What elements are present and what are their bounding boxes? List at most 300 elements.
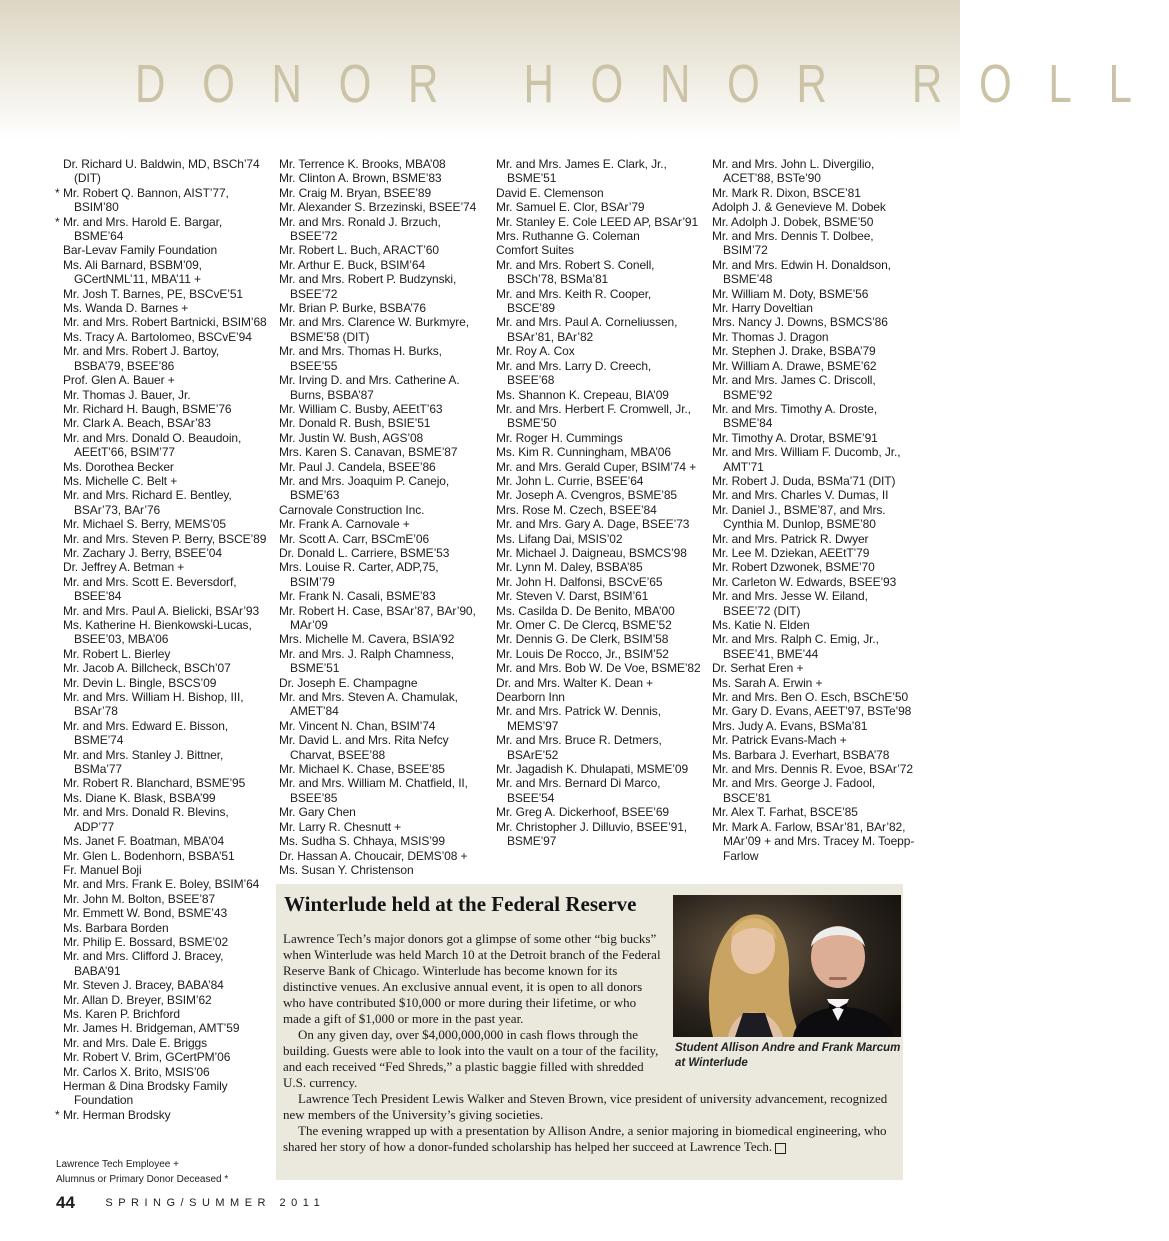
donor-name: Mrs. Rose M. Czech, BSEE’84 [496, 502, 657, 517]
donor-name: Mr. Allan D. Breyer, BSIM’62 [63, 992, 212, 1007]
donor-name: Mr. Alexander S. Brzezinski, BSEE’74 [279, 200, 477, 215]
donor-name: Mr. and Mrs. Ralph C. Emig, Jr., BSEE’41, BME’44 [712, 632, 879, 661]
donor-entry [63, 330, 268, 344]
donor-name: Mr. Carleton W. Edwards, BSEE’93 [712, 574, 897, 589]
donor-name: Ms. Michelle C. Belt + [63, 473, 178, 488]
donor-name: Ms. Casilda D. De Benito, MBA’00 [496, 603, 675, 618]
donor-entry [279, 776, 484, 805]
donor-entry [712, 402, 917, 431]
donor-entry [496, 604, 701, 618]
donor-entry [63, 1050, 268, 1064]
article-paragraph-4 [283, 1123, 895, 1155]
donor-entry [63, 460, 268, 474]
donor-name: Ms. Lifang Dai, MSIS’02 [496, 531, 623, 546]
donor-entry [63, 388, 268, 402]
donor-entry [279, 272, 484, 301]
donor-name: Mr. Louis De Rocco, Jr., BSIM’52 [496, 646, 669, 661]
donor-entry [63, 618, 268, 647]
donor-entry [712, 618, 917, 632]
donor-entry [63, 488, 268, 517]
donor-name: Mr. and Mrs. Herbert F. Cromwell, Jr., BSME’50 [496, 401, 691, 431]
donor-name: Mr. and Mrs. Timothy A. Droste, BSME’84 [712, 401, 877, 431]
donor-entry [712, 661, 917, 675]
donor-name: Mrs. Ruthanne G. Coleman [496, 229, 640, 244]
donor-entry [63, 243, 268, 257]
donor-name: Mr. Scott A. Carr, BSCmE’06 [279, 531, 430, 546]
donor-name: Ms. Diane K. Blask, BSBA’99 [63, 790, 216, 805]
deceased-marker: * [55, 185, 60, 200]
donor-entry [63, 647, 268, 661]
donor-entry [63, 935, 268, 949]
donor-entry [279, 834, 484, 848]
donor-name: Carnovale Construction Inc. [279, 502, 425, 517]
donor-entry [496, 532, 701, 546]
donor-name: Ms. Barbara J. Everhart, BSBA’78 [712, 747, 890, 762]
donor-name: Mrs. Michelle M. Cavera, BSIA’92 [279, 632, 455, 647]
donor-entry [279, 243, 484, 257]
donor-name: Mr. Philip E. Bossard, BSME’02 [63, 934, 229, 949]
donor-entry [496, 546, 701, 560]
donor-entry [279, 647, 484, 676]
donor-name: Mr. and Mrs. Jesse W. Eiland, BSEE’72 (DIT) [712, 589, 868, 618]
donor-entry [63, 1065, 268, 1079]
donor-name: Mr. Christopher J. Dilluvio, BSEE’91, BSME’97 [496, 819, 688, 849]
donor-name: Mr. Terrence K. Brooks, MBA’08 [279, 157, 446, 171]
donor-column-1 [55, 157, 268, 1122]
donor-name: Ms. Kim R. Cunningham, MBA’06 [496, 445, 671, 460]
donor-entry [496, 287, 701, 316]
donor-name: Dr. Hassan A. Choucair, DEMS’08 + [279, 848, 468, 863]
donor-entry [63, 877, 268, 891]
donor-entry [496, 315, 701, 344]
donor-name: Mr. and Mrs. Steven A. Chamulak, AMET’84 [279, 690, 458, 719]
donor-entry [63, 748, 268, 777]
donor-name: Mr. and Mrs. Edwin H. Donaldson, BSME’48 [712, 257, 891, 287]
donor-entry [279, 604, 484, 633]
donor-entry [279, 863, 484, 877]
donor-entry [63, 157, 268, 186]
donor-entry [63, 517, 268, 531]
donor-entry [712, 215, 917, 229]
donor-entry [63, 416, 268, 430]
donor-name: Dr. Richard U. Baldwin, MD, BSCh’74 (DIT) [63, 157, 260, 186]
donor-name: Mr. Glen L. Bodenhorn, BSBA’51 [63, 848, 235, 863]
donor-entry [63, 560, 268, 574]
donor-name: Mr. Arthur E. Buck, BSIM’64 [279, 257, 426, 272]
donor-name: Mr. and Mrs. Stanley J. Bittner, BSMa’77 [63, 747, 224, 777]
donor-column-3 [496, 157, 701, 849]
donor-entry [712, 503, 917, 532]
donor-entry [712, 748, 917, 762]
donor-entry [55, 185, 268, 215]
donor-entry [63, 661, 268, 675]
photo-caption: Student Allison Andre and Frank Marcum at Winterlude [675, 1042, 901, 1069]
donor-name: Mr. Gary D. Evans, AEET’97, BSTe’98 [712, 704, 912, 719]
donor-column-4 [712, 157, 917, 863]
donor-entry [63, 1079, 268, 1108]
donor-name: Ms. Wanda D. Barnes + [63, 301, 189, 316]
donor-name: Mr. Michael J. Daigneau, BSMCS’98 [496, 545, 687, 560]
feature-article [276, 884, 903, 1180]
donor-name: Ms. Janet F. Boatman, MBA’04 [63, 834, 225, 849]
donor-name: Ms. Dorothea Becker [63, 459, 174, 474]
donor-entry [279, 200, 484, 214]
donor-entry [496, 258, 701, 287]
donor-entry [712, 589, 917, 618]
donor-entry [279, 301, 484, 315]
donor-entry [279, 344, 484, 373]
donor-name: Mr. and Mrs. Ben O. Esch, BSChE’50 [712, 690, 909, 705]
donor-entry [496, 690, 701, 704]
donor-entry [496, 704, 701, 733]
donor-entry [279, 445, 484, 459]
donor-entry [496, 618, 701, 632]
donor-entry [712, 488, 917, 502]
donor-name: Mr. and Mrs. Larry D. Creech, BSEE’68 [496, 358, 652, 388]
donor-name: Mr. William A. Drawe, BSME’62 [712, 358, 877, 373]
donor-entry [712, 776, 917, 805]
donor-entry [712, 445, 917, 474]
donor-entry [279, 258, 484, 272]
page-footer [56, 1193, 325, 1213]
donor-entry [712, 719, 917, 733]
donor-name: Mr. Frank A. Carnovale + [279, 517, 410, 532]
donor-name: Mr. and Mrs. Joaquim P. Canejo, BSME’63 [279, 473, 450, 503]
donor-name: Dearborn Inn [496, 690, 565, 705]
donor-entry [712, 575, 917, 589]
donor-name: Mr. Thomas J. Bauer, Jr. [63, 387, 191, 402]
donor-entry [279, 532, 484, 546]
donor-entry [55, 1107, 268, 1122]
donor-entry [63, 532, 268, 546]
donor-name: Mr. and Mrs. Robert S. Conell, BSCh’78, BSMa’81 [496, 257, 655, 287]
donor-entry [712, 676, 917, 690]
donor-entry [712, 373, 917, 402]
donor-name: Mr. Irving D. and Mrs. Catherine A. Burns, BSBA’87 [279, 373, 460, 402]
donor-name: Mr. Samuel E. Clor, BSAr’79 [496, 200, 645, 215]
donor-name: Mr. and Mrs. James C. Driscoll, BSME’92 [712, 373, 876, 402]
donor-entry [279, 690, 484, 719]
donor-name: Mr. Brian P. Burke, BSBA’76 [279, 301, 426, 316]
donor-name: Mr. Jacob A. Billcheck, BSCh’07 [63, 661, 231, 676]
donor-name: Dr. Serhat Eren + [712, 661, 804, 676]
donor-name: Mr. Craig M. Bryan, BSEE’89 [279, 185, 432, 200]
donor-entry [496, 460, 701, 474]
donor-name: Mr. and Mrs. Frank E. Boley, BSIM’64 [63, 877, 260, 892]
donor-name: Mr. and Mrs. Bernard Di Marco, BSEE’54 [496, 776, 661, 805]
donor-name: Mr. Timothy A. Drotar, BSME’91 [712, 430, 878, 445]
donor-name: Mr. Harry Doveltian [712, 301, 813, 316]
donor-entry [496, 186, 701, 200]
donor-name: Mr. Mark A. Farlow, BSAr’81, BAr’82, MAr’09 + and Mrs. Tracey M. Toepp-Farlow [712, 819, 915, 863]
donor-name: Mr. and Mrs. Thomas H. Burks, BSEE’55 [279, 344, 442, 373]
donor-entry [63, 287, 268, 301]
donor-entry [712, 532, 917, 546]
donor-name: Mr. Robert J. Duda, BSMa’71 (DIT) [712, 473, 896, 488]
donor-name: Mr. Daniel J., BSME’87, and Mrs. Cynthia M. Dunlop, BSME’80 [712, 502, 886, 532]
donor-name: Mrs. Louise R. Carter, ADP,75, BSIM’79 [279, 560, 439, 589]
donor-name: Mrs. Nancy J. Downs, BSMCS’86 [712, 315, 888, 330]
donor-name: Mr. Joseph A. Cvengros, BSME’85 [496, 488, 677, 503]
donor-name: Mr. and Mrs. Donald O. Beaudoin, AEEtT’66, BSIM’77 [63, 430, 242, 460]
deceased-marker: * [55, 214, 60, 229]
article-title: Winterlude held at the Federal Reserve [284, 892, 637, 916]
donor-entry [496, 445, 701, 459]
end-mark-icon [775, 1143, 786, 1154]
donor-entry [63, 805, 268, 834]
donor-entry [712, 733, 917, 747]
donor-name: Mr. John H. Dalfonsi, BSCvE’65 [496, 574, 663, 589]
donor-name: Mr. and Mrs. Harold E. Bargar, BSME’64 [63, 214, 223, 244]
donor-entry [279, 676, 484, 690]
donor-name: Mr. Emmett W. Bond, BSME’43 [63, 906, 228, 921]
donor-entry [63, 776, 268, 790]
donor-name: Mr. Alex T. Farhat, BSCE’85 [712, 805, 858, 820]
donor-entry [279, 589, 484, 603]
donor-entry [63, 978, 268, 992]
donor-entry [63, 949, 268, 978]
donor-name: Mr. Jagadish K. Dhulapati, MSME’09 [496, 762, 689, 777]
donor-name: Mr. and Mrs. James E. Clark, Jr., BSME’51 [496, 157, 667, 186]
donor-entry [712, 344, 917, 358]
donor-name: Mr. Roy A. Cox [496, 344, 575, 359]
donor-name: Mr. Devin L. Bingle, BSCS’09 [63, 675, 217, 690]
donor-name: Mr. Herman Brodsky [63, 1107, 171, 1122]
donor-name: Ms. Barbara Borden [63, 920, 169, 935]
article-paragraph-3: Lawrence Tech President Lewis Walker and Steven Brown, vice president of university advancement, recognized new members of the University’s giving societies. [283, 1091, 888, 1122]
page-number: 44 [56, 1193, 75, 1212]
donor-entry [63, 834, 268, 848]
donor-column-2 [279, 157, 484, 877]
donor-entry [712, 157, 917, 186]
donor-entry [496, 200, 701, 214]
donor-entry [496, 661, 701, 675]
donor-name: Mr. Clark A. Beach, BSAr’83 [63, 416, 211, 431]
donor-name: Mr. and Mrs. Clarence W. Burkmyre, BSME’58 (DIT) [279, 315, 469, 344]
donor-entry [712, 287, 917, 301]
donor-name: Mr. Clinton A. Brown, BSME’83 [279, 171, 442, 186]
donor-name: Mr. Robert Dzwonek, BSME’70 [712, 560, 875, 575]
donor-entry [63, 1007, 268, 1021]
donor-entry [63, 993, 268, 1007]
donor-entry [496, 676, 701, 690]
donor-entry [712, 315, 917, 329]
donor-name: Mr. Robert L. Buch, ARACT’60 [279, 243, 439, 258]
donor-name: Mr. Richard H. Baugh, BSME’76 [63, 401, 232, 416]
donor-entry [63, 301, 268, 315]
donor-entry [279, 215, 484, 244]
donor-name: Mr. and Mrs. William M. Chatfield, II, BSEE’85 [279, 776, 468, 805]
donor-name: Mr. Robert R. Blanchard, BSME’95 [63, 776, 246, 791]
donor-name: Mr. and Mrs. Donald R. Blevins, ADP’77 [63, 805, 229, 834]
donor-entry [496, 431, 701, 445]
donor-entry [63, 690, 268, 719]
donor-name: Mr. Vincent N. Chan, BSIM’74 [279, 718, 436, 733]
donor-entry [279, 416, 484, 430]
donor-name: Mr. Steven J. Bracey, BABA’84 [63, 978, 224, 993]
donor-name: Mr. and Mrs. Paul A. Corneliussen, BSAr’81, BAr’82 [496, 315, 678, 344]
donor-entry [496, 359, 701, 388]
donor-entry [496, 503, 701, 517]
donor-entry [712, 229, 917, 258]
donor-name: Dr. Jeffrey A. Betman + [63, 560, 185, 575]
donor-entry [496, 402, 701, 431]
donor-entry [279, 762, 484, 776]
donor-name: Mr. John L. Currie, BSEE’64 [496, 473, 644, 488]
donor-entry [279, 733, 484, 762]
donor-name: Mr. Patrick Evans-Mach + [712, 733, 847, 748]
donor-entry [496, 805, 701, 819]
donor-name: Mr. Michael S. Berry, MEMS’05 [63, 517, 226, 532]
donor-entry [279, 157, 484, 171]
donor-entry [63, 402, 268, 416]
donor-entry [63, 344, 268, 373]
donor-entry [55, 214, 268, 244]
donor-name: Mr. Josh T. Barnes, PE, BSCvE’51 [63, 286, 243, 301]
donor-name: Mr. Dennis G. De Clerk, BSIM’58 [496, 632, 669, 647]
page-banner-title: DONOR HONOR ROLL [135, 54, 1169, 114]
donor-name: Ms. Tracy A. Bartolomeo, BSCvE’94 [63, 329, 252, 344]
donor-name: Mr. and Mrs. Richard E. Bentley, BSAr’73, BAr’76 [63, 488, 232, 517]
donor-name: Mr. and Mrs. George J. Fadool, BSCE’81 [712, 776, 876, 805]
donor-name: Mr. and Mrs. Clifford J. Bracey, BABA’91 [63, 949, 224, 978]
donor-entry [279, 186, 484, 200]
donor-entry [496, 820, 701, 849]
donor-entry [279, 460, 484, 474]
donor-entry [712, 704, 917, 718]
donor-entry [712, 762, 917, 776]
photo-illustration [673, 895, 901, 1037]
event-photo [673, 895, 901, 1037]
donor-name: Mr. Gary Chen [279, 805, 356, 820]
donor-entry [279, 632, 484, 646]
legend [56, 1158, 228, 1187]
donor-entry [496, 229, 701, 243]
donor-entry [496, 733, 701, 762]
donor-name: Dr. and Mrs. Walter K. Dean + [496, 675, 654, 690]
donor-name: Mr. Roger H. Cummings [496, 430, 623, 445]
donor-name: Mr. Lynn M. Daley, BSBA’85 [496, 560, 643, 575]
donor-entry [63, 791, 268, 805]
donor-entry [279, 719, 484, 733]
donor-entry [496, 762, 701, 776]
donor-entry [63, 1021, 268, 1035]
donor-name: Mr. James H. Bridgeman, AMT’59 [63, 1021, 240, 1036]
donor-name: Dr. Joseph E. Champagne [279, 675, 418, 690]
donor-name: Prof. Glen A. Bauer + [63, 373, 175, 388]
donor-name: Mr. Stanley E. Cole LEED AP, BSAr’91 [496, 214, 699, 229]
donor-name: Ms. Karen P. Brichford [63, 1006, 180, 1021]
donor-entry [279, 171, 484, 185]
donor-entry [279, 517, 484, 531]
donor-entry [279, 431, 484, 445]
donor-name: Ms. Katie N. Elden [712, 618, 810, 632]
donor-entry [279, 546, 484, 560]
donor-name: Mr. Zachary J. Berry, BSEE’04 [63, 545, 222, 560]
donor-name: Mr. David L. and Mrs. Rita Nefcy Charvat, BSEE’88 [279, 733, 449, 762]
donor-name: Mr. Robert V. Brim, GCertPM’06 [63, 1050, 231, 1065]
donor-entry [63, 719, 268, 748]
donor-name: Mr. and Mrs. Scott E. Beversdorf, BSEE’84 [63, 574, 237, 604]
donor-entry [496, 589, 701, 603]
article-figure [673, 895, 901, 1075]
donor-entry [496, 560, 701, 574]
donor-entry [712, 186, 917, 200]
donor-entry [63, 575, 268, 604]
donor-entry [63, 676, 268, 690]
donor-name: Comfort Suites [496, 243, 574, 258]
donor-name: Mr. and Mrs. William F. Ducomb, Jr., AMT’71 [712, 445, 901, 474]
donor-name: Mr. Carlos X. Brito, MSIS’06 [63, 1064, 210, 1079]
donor-name: Fr. Manuel Boji [63, 862, 142, 877]
donor-name: Mr. Robert Q. Bannon, AIST’77, BSIM’80 [63, 185, 229, 215]
donor-entry [496, 517, 701, 531]
donor-entry [496, 388, 701, 402]
donor-name: Mr. Omer C. De Clercq, BSME’52 [496, 618, 672, 632]
donor-entry [712, 820, 917, 863]
donor-name: Mr. and Mrs. Keith R. Cooper, BSCE’89 [496, 286, 652, 316]
donor-name: Mr. and Mrs. Steven P. Berry, BSCE’89 [63, 531, 267, 546]
donor-name: Mr. and Mrs. Charles V. Dumas, II [712, 488, 889, 503]
donor-name: Mr. Robert L. Bierley [63, 646, 171, 661]
donor-name: Ms. Shannon K. Crepeau, BIA’09 [496, 387, 669, 402]
donor-name: Mr. Justin W. Bush, AGS’08 [279, 430, 424, 445]
donor-entry [279, 373, 484, 402]
article-paragraph-1: Lawrence Tech’s major donors got a glimpse of some other “big bucks” when Winterlude was held March 10 at the Detroit branch of the Federal Reserve Bank of Chicago. Winterlude has become known for its distinctive venues. An exclusive annual event, it is open to all donors who have contributed $10,000 or more during their lifetime, or who made a gift of $1,000 or more in the past year. [283, 931, 661, 1026]
donor-entry [712, 632, 917, 661]
donor-name: Mrs. Karen S. Canavan, BSME’87 [279, 445, 458, 460]
donor-entry [63, 431, 268, 460]
donor-entry [712, 690, 917, 704]
donor-name: Mr. and Mrs. William H. Bishop, III, BSAr’78 [63, 690, 244, 719]
donor-name: Mr. and Mrs. Ronald J. Brzuch, BSEE’72 [279, 214, 441, 244]
donor-name: Bar-Levav Family Foundation [63, 243, 218, 258]
donor-entry [496, 488, 701, 502]
donor-entry [279, 560, 484, 589]
donor-entry [712, 258, 917, 287]
donor-name: Mr. and Mrs. Dale E. Briggs [63, 1035, 208, 1050]
donor-name: Adolph J. & Genevieve M. Dobek [712, 200, 886, 215]
donor-entry [712, 474, 917, 488]
donor-name: Mr. and Mrs. Gary A. Dage, BSEE’73 [496, 517, 690, 532]
donor-entry [712, 200, 917, 214]
donor-name: Mr. and Mrs. Gerald Cuper, BSIM’74 + [496, 459, 697, 474]
donor-entry [279, 315, 484, 344]
donor-entry [63, 863, 268, 877]
donor-entry [496, 215, 701, 229]
donor-name: Mr. and Mrs. Patrick W. Dennis, MEMS’97 [496, 704, 661, 733]
donor-entry [279, 474, 484, 503]
donor-entry [63, 604, 268, 618]
donor-name: Mr. Thomas J. Dragon [712, 329, 829, 344]
deceased-marker: * [55, 1107, 60, 1122]
donor-entry [712, 805, 917, 819]
donor-name: Mr. and Mrs. Robert P. Budzynski, BSEE’72 [279, 272, 457, 301]
donor-entry [712, 560, 917, 574]
donor-entry [712, 546, 917, 560]
donor-name: Ms. Sarah A. Erwin + [712, 675, 823, 690]
donor-entry [279, 805, 484, 819]
donor-name: Mr. Robert H. Case, BSAr’87, BAr’90, MAr’09 [279, 603, 476, 632]
donor-name: Mr. Larry R. Chesnutt + [279, 819, 402, 834]
donor-name: Mr. Stephen J. Drake, BSBA’79 [712, 344, 876, 359]
donor-entry [496, 157, 701, 186]
legend-employee: Lawrence Tech Employee + [56, 1159, 179, 1170]
donor-entry [496, 632, 701, 646]
donor-name: Ms. Susan Y. Christenson [279, 862, 414, 877]
donor-entry [496, 243, 701, 257]
article-paragraph-4-text: The evening wrapped up with a presentation by Allison Andre, a senior majoring in biomedical engineering, who shared her story of how a donor-funded scholarship has helped her succeed at Lawrence Tech. [283, 1123, 887, 1154]
